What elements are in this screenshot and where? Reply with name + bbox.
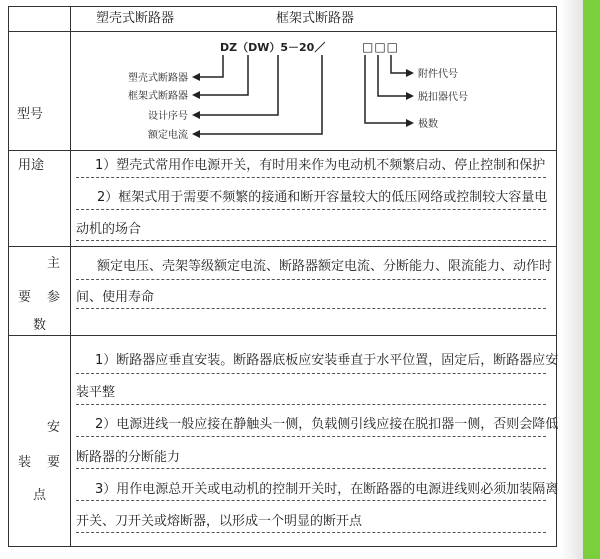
left-leader-lines	[198, 55, 322, 134]
label-design-number: 设计序号	[148, 111, 188, 122]
model-code-boxes: □□□	[362, 40, 400, 54]
dashed-rule	[76, 468, 546, 469]
install-line: 3）用作电源总开关或电动机的控制开关时，在断路器的电源进线则必须加装隔离	[95, 482, 559, 497]
left-arrowheads	[192, 73, 200, 138]
table-bottom-border	[8, 546, 556, 547]
dashed-rule	[76, 308, 546, 309]
label-molded-case: 塑壳式断路器	[128, 73, 188, 84]
label-poles: 极数	[418, 119, 438, 130]
page-edge-shadow	[560, 0, 583, 559]
dashed-rule	[76, 209, 546, 210]
dashed-rule	[76, 279, 546, 280]
label-release-code: 脱扣器代号	[418, 92, 468, 103]
model-code-text: DZ（DW）5－20／	[220, 41, 326, 54]
install-label-char: 要	[47, 455, 61, 470]
params-label-char: 参	[47, 290, 61, 305]
header-frame-type: 框架式断路器	[276, 11, 355, 26]
usage-line: 1）塑壳式常用作电源开关，有时用来作为电动机不频繁启动、停止控制和保护	[95, 158, 546, 173]
params-label-char: 主	[47, 256, 61, 271]
label-frame-type: 框架式断路器	[128, 91, 188, 102]
label-accessory-code: 附件代号	[418, 69, 458, 80]
usage-line: 2）框架式用于需要不频繁的接通和断开容量较大的低压网络或控制较大容量电	[97, 190, 548, 205]
usage-label: 用途	[18, 158, 45, 173]
model-label: 型号	[17, 107, 44, 122]
usage-divider	[8, 246, 556, 247]
right-leader-lines	[365, 55, 408, 123]
label-column-divider	[70, 6, 71, 547]
install-label-char: 安	[47, 420, 61, 435]
usage-line: 动机的场合	[76, 222, 142, 237]
header-divider	[8, 31, 556, 32]
params-line: 额定电压、壳架等级额定电流、断路器额定电流、分断能力、限流能力、动作时	[97, 259, 553, 274]
label-rated-current: 额定电流	[148, 130, 188, 141]
params-label-char: 数	[33, 318, 47, 333]
dashed-rule	[76, 404, 546, 405]
dashed-rule	[76, 373, 546, 374]
table-top-border	[8, 6, 556, 7]
install-label-char: 装	[18, 455, 32, 470]
dashed-rule	[76, 240, 546, 241]
install-line: 开关、刀开关或熔断器，以形成一个明显的断开点	[76, 514, 363, 529]
dashed-rule	[76, 436, 546, 437]
install-line: 断路器的分断能力	[76, 450, 181, 465]
header-molded-case: 塑壳式断路器	[96, 11, 175, 26]
params-label-char: 要	[18, 290, 32, 305]
green-side-bar	[583, 0, 600, 559]
table-left-border	[8, 6, 9, 547]
dashed-rule	[76, 532, 546, 533]
install-label-char: 点	[33, 488, 47, 503]
params-divider	[8, 335, 556, 336]
table-right-border	[556, 6, 557, 547]
install-line: 2）电源进线一般应接在静触头一侧，负载侧引线应接在脱扣器一侧，否则会降低	[95, 417, 559, 432]
model-code-diagram	[72, 33, 552, 149]
dashed-rule	[76, 500, 546, 501]
model-divider	[8, 150, 556, 151]
install-line: 1）断路器应垂直安装。断路器底板应安装垂直于水平位置，固定后，断路器应安	[95, 353, 559, 368]
install-line: 装平整	[76, 385, 116, 400]
params-line: 间、使用寿命	[76, 290, 155, 305]
dashed-rule	[76, 177, 546, 178]
right-arrowheads	[406, 69, 414, 127]
